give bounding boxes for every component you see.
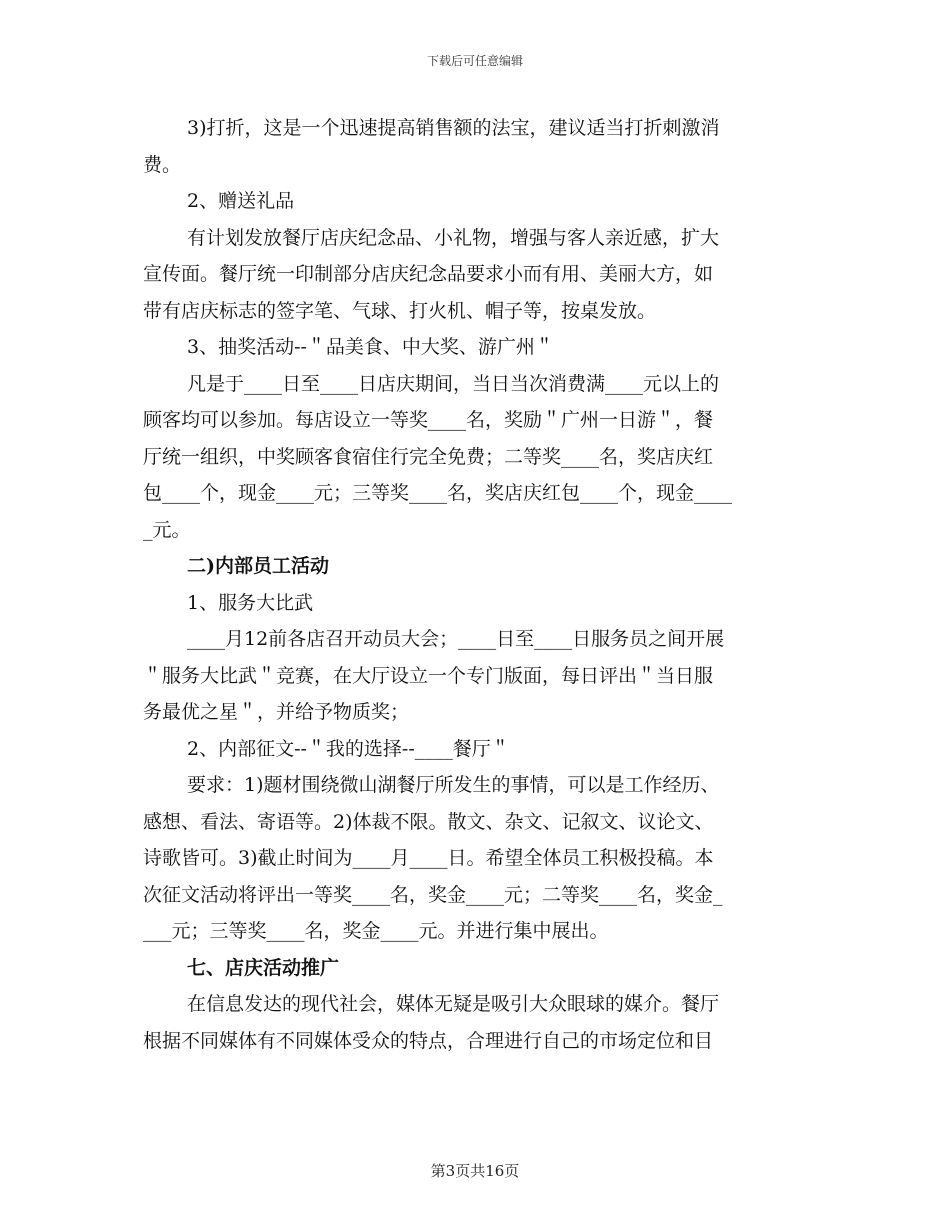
text-line: 3)打折，这是一个迅速提高销售额的法宝，建议适当打折刺激消 (187, 117, 720, 139)
section-heading: 七、店庆活动推广 (187, 956, 340, 979)
text-line: 顾客均可以参加。每店设立一等奖____名，奖励＂广州一日游＂，餐 (143, 409, 714, 431)
text-line: ___元；三等奖____名，奖金____元。并进行集中展出。 (143, 920, 609, 942)
text-line: 包____个，现金____元；三等奖____名，奖店庆红包____个，现金____ (143, 482, 733, 504)
text-line: 根据不同媒体有不同媒体受众的特点，合理进行自己的市场定位和目 (143, 1029, 714, 1052)
text-line: 有计划发放餐厅店庆纪念品、小礼物，增强与客人亲近感，扩大 (187, 226, 720, 249)
text-line: 厅统一组织，中奖顾客食宿住行完全免费；二等奖____名，奖店庆红 (143, 445, 714, 468)
text-line: 在信息发达的现代社会，媒体无疑是吸引大众眼球的媒介。餐厅 (187, 993, 720, 1015)
document-body (143, 110, 809, 1059)
text-line: 务最优之星＂，并给予物质奖； (143, 701, 410, 723)
text-line: 次征文活动将评出一等奖____名，奖金____元；二等奖____名，奖金_ (143, 883, 723, 906)
section-heading: 3、抽奖活动--＂品美食、中大奖、游广州＂ (187, 336, 554, 358)
text-line: 凡是于____日至____日店庆期间，当日当次消费满____元以上的 (187, 372, 720, 395)
page-header: 下载后可任意编辑 (426, 54, 523, 68)
page-number: 第3页共16页 (430, 1162, 520, 1180)
text-line: 带有店庆标志的签字笔、气球、打火机、帽子等，按桌发放。 (143, 299, 657, 322)
section-heading: 二)内部员工活动 (187, 555, 329, 577)
text-line: ____月12前各店召开动员大会；____日至____日服务员之间开展 (187, 628, 725, 650)
text-line: 感想、看法、寄语等。2)体裁不限。散文、杂文、记叙文、议论文、 (143, 810, 714, 833)
text-line: _元。 (143, 518, 191, 541)
text-line: ＂服务大比武＂竞赛，在大厅设立一个专门版面，每日评出＂当日服 (143, 664, 714, 687)
section-heading: 2、赠送礼品 (187, 190, 295, 212)
section-heading: 2、内部征文--＂我的选择--____餐厅＂ (187, 737, 510, 760)
text-line: 费。 (143, 153, 182, 176)
text-line: 诗歌皆可。3)截止时间为____月____日。希望全体员工积极投稿。本 (143, 847, 714, 869)
section-heading: 1、服务大比武 (187, 591, 314, 614)
text-line: 宣传面。餐厅统一印制部分店庆纪念品要求小而有用、美丽大方，如 (143, 263, 714, 285)
text-line: 要求：1)题材围绕微山湖餐厅所发生的事情，可以是工作经历、 (187, 774, 720, 796)
